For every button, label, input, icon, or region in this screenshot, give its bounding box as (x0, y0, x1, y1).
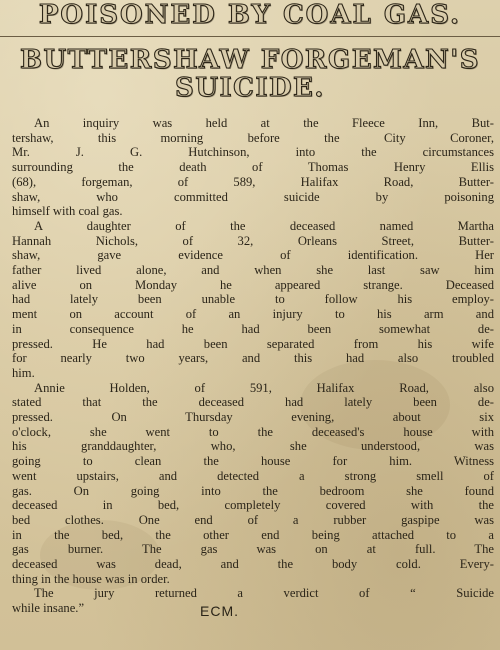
article-line: himself with coal gas. (12, 204, 123, 219)
article-line: stated that the deceased had lately been de- (12, 395, 494, 410)
article-line: The jury returned a verdict of “ Suicide (34, 586, 494, 601)
article-line: in the bed, the other end being attached to a (12, 527, 494, 542)
article-line: surrounding the death of Thomas Henry Ellis (12, 160, 494, 175)
article-line: pressed. He had been separated from his wife (12, 336, 494, 351)
article-line: father lived alone, and when she last saw him (12, 263, 494, 277)
headline-rule (0, 36, 500, 37)
article-line: A daughter of the deceased named Martha (34, 218, 494, 233)
article-line: Hannah Nichols, of 32, Orleans Street, Butter- (12, 233, 494, 248)
article-line: Annie Holden, of 591, Halifax Road, also (34, 380, 494, 395)
headline-subtitle-line-2: SUICIDE. (175, 73, 325, 103)
headline-subtitle-line-1: BUTTERSHAW FORGEMAN'S (19, 45, 480, 75)
article-line: Mr. J. G. Hutchinson, into the circumstances (12, 145, 494, 160)
article-line: deceased was dead, and the body cold. Every- (12, 557, 494, 571)
article-line: had lately been unable to follow his employ- (12, 292, 494, 307)
article-line: thing in the house was in order. (12, 571, 170, 586)
article-line: An inquiry was held at the Fleece Inn, But- (34, 116, 494, 130)
article-line: going to clean the house for him. Witness (12, 454, 494, 469)
article-line: went upstairs, and detected a strong smell of (12, 468, 494, 483)
article-line: o'clock, she went to the deceased's house with (12, 424, 494, 439)
article-line: (68), forgeman, of 589, Halifax Road, Butter- (12, 174, 494, 189)
article-line: for nearly two years, and this had also troubled (12, 351, 494, 366)
headline-title: POISONED BY COAL GAS. (38, 0, 462, 30)
article-line: his granddaughter, who, she understood, was (12, 439, 494, 454)
article-line: in consequence he had been somewhat de- (12, 321, 494, 336)
article-line: ment on account of an injury to his arm and (12, 307, 494, 322)
article-line: shaw, gave evidence of identification. Her (12, 248, 494, 263)
article-line: gas. On going into the bedroom she found (12, 483, 494, 498)
article-line: gas burner. The gas was on at full. The (12, 542, 494, 557)
article-line: shaw, who committed suicide by poisoning (12, 189, 494, 204)
article-line: bed clothes. One end of a rubber gaspipe was (12, 512, 494, 527)
article-line: while insane.” (12, 601, 85, 616)
article-line: him. (12, 365, 35, 380)
article-line: alive on Monday he appeared strange. Deceased (12, 277, 494, 292)
article-line: pressed. On Thursday evening, about six (12, 410, 494, 424)
article-line: deceased in bed, completely covered with the (12, 498, 494, 513)
article-line: tershaw, this morning before the City Coroner, (12, 130, 494, 145)
signature: ECM. (200, 603, 239, 620)
